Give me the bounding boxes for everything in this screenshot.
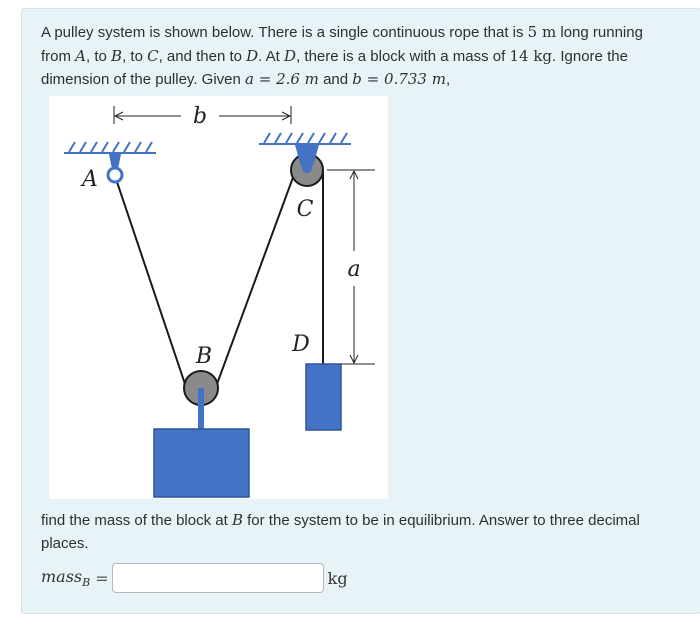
ceiling-right	[259, 133, 351, 144]
intro-text: and	[318, 71, 353, 88]
point-b-ref: B	[111, 46, 123, 65]
pulley-diagram	[49, 96, 388, 499]
point-d-ref: D	[246, 46, 259, 65]
point-a-ref: A	[75, 46, 87, 65]
dimension-b	[114, 104, 291, 129]
label-c: C	[296, 197, 314, 222]
equals-sign: =	[95, 568, 109, 588]
intro-text: ,	[445, 71, 451, 88]
rope-length: 5 m	[527, 23, 557, 41]
question-part: for the system to be in equilibrium. Answer to three decimal places.	[41, 512, 640, 552]
point-d-ref: D	[284, 46, 297, 65]
block-d-mass: 14 kg	[509, 46, 553, 65]
answer-label	[41, 567, 90, 589]
anchor-a	[108, 154, 122, 182]
intro-text: . At	[258, 47, 285, 65]
intro-text: , to	[86, 47, 112, 65]
pulley-diagram-svg	[49, 96, 388, 499]
label-b: b	[192, 104, 208, 129]
block-d	[306, 364, 341, 430]
intro-text: , and then to	[158, 47, 247, 65]
b-value: b = 0.733 m	[352, 70, 446, 88]
mass-b-input[interactable]	[112, 563, 324, 593]
problem-statement	[41, 21, 661, 92]
label-a: A	[82, 167, 98, 192]
point-b-ref: B	[231, 511, 243, 529]
pulley-c	[291, 145, 323, 186]
label-b-point: B	[195, 344, 213, 369]
question-text	[41, 509, 661, 555]
question-part: find the mass of the block at	[41, 512, 232, 529]
pulley-b	[184, 371, 218, 430]
answer-label-sub: B	[82, 576, 91, 590]
intro-text: , to	[122, 47, 148, 65]
intro-text: . Ignore the dimension of the pulley. Given	[41, 47, 628, 88]
answer-label-main: mass	[41, 566, 83, 586]
intro-text: long running from	[41, 24, 643, 65]
intro-text: A pulley system is shown below. There is a single continuous rope that is	[41, 24, 528, 41]
a-value: a = 2.6 m	[245, 70, 319, 88]
point-c-ref: C	[147, 46, 159, 65]
label-d: D	[292, 332, 310, 357]
label-a-dim: a	[347, 257, 361, 282]
block-b	[154, 429, 249, 497]
unit-label: kg	[327, 568, 348, 588]
answer-row	[41, 560, 348, 596]
intro-text: , there is a block with a mass of	[296, 47, 510, 65]
ceiling-left	[64, 142, 156, 153]
dimension-a	[327, 170, 375, 364]
